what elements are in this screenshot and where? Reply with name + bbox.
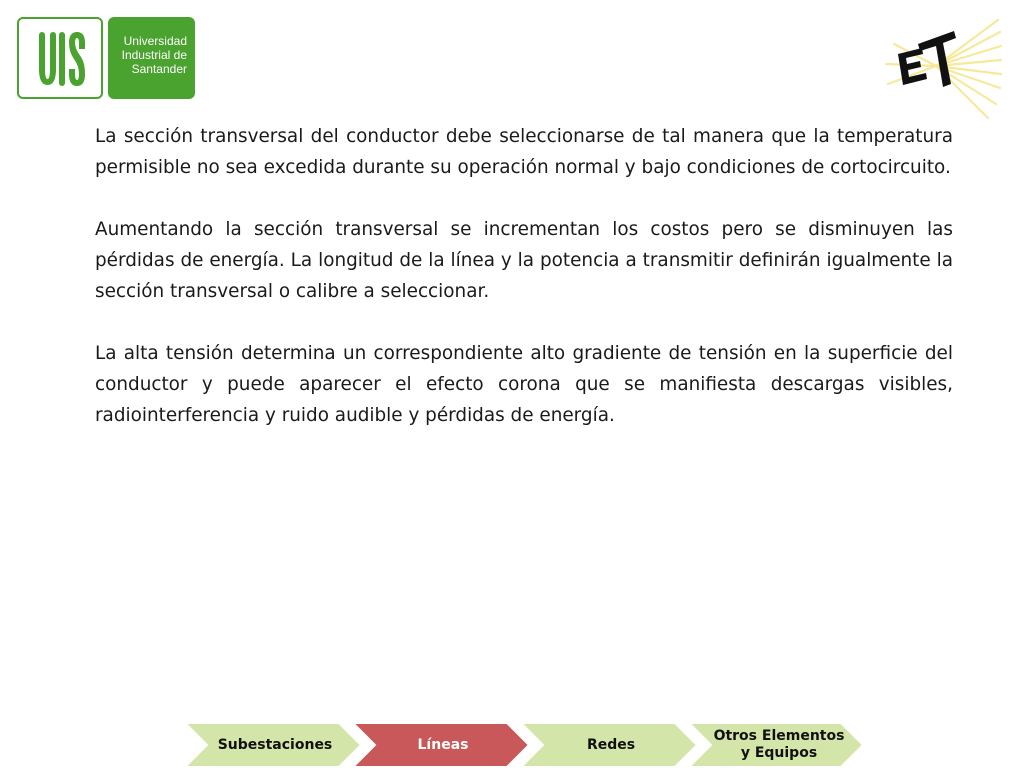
nav-label-otros-line-2: y Equipos (740, 745, 818, 761)
nav-label-lineas: Líneas (417, 736, 469, 753)
institution-line-1: Universidad (123, 34, 187, 48)
nav-label-otros-line-1: Otros Elementos (713, 728, 845, 744)
et-logo-icon (876, 14, 1004, 122)
uis-monogram-icon (17, 17, 103, 99)
slide-body (95, 121, 953, 431)
nav-item-lineas[interactable] (371, 722, 515, 768)
paragraph-2: Aumentando la sección transversal se incrementan los costos pero se disminuyen las pérdidas de energía. La longitud de la línea y la potencia a transmitir definirán igualmente la sección transversal o calibre a seleccionar. (95, 219, 953, 302)
nav-label-redes: Redes (586, 736, 636, 753)
institution-line-2: Industrial de (121, 48, 187, 62)
institution-name (108, 17, 195, 99)
section-nav (185, 722, 865, 768)
uis-logo (17, 17, 195, 99)
paragraph-1: La sección transversal del conductor debe seleccionarse de tal manera que la temperatura permisible no sea excedida durante su operación normal y bajo condiciones de cortocircuito. (95, 126, 953, 178)
institution-line-3: Santander (131, 62, 187, 76)
nav-item-redes[interactable] (539, 722, 683, 768)
paragraph-3: La alta tensión determina un correspondiente alto gradiente de tensión en la superficie del conductor y puede aparecer el efecto corona que se manifiesta descargas visibles, radiointerferencia y ruido audible y pérdidas de energía. (95, 343, 953, 426)
nav-label-subestaciones: Subestaciones (217, 736, 333, 753)
nav-item-otros-elementos[interactable] (705, 722, 853, 768)
nav-item-subestaciones[interactable] (203, 722, 347, 768)
